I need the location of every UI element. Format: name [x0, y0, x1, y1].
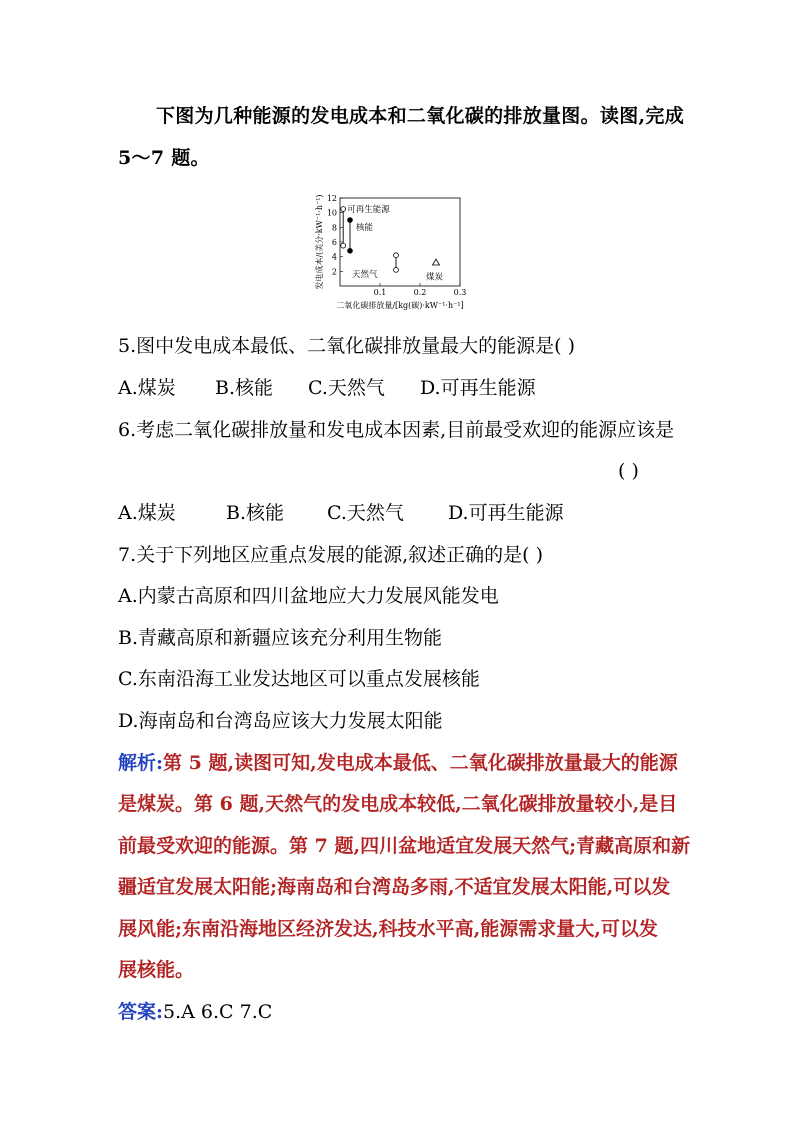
y-tick-label: 6 [331, 238, 337, 247]
q6-option-d[interactable]: D.可再生能源 [448, 502, 564, 524]
analysis-text-1: 第 5 题,读图可知,发电成本最低、二氧化碳排放量最大的能源 [163, 752, 678, 774]
analysis-label: 解析: [118, 752, 164, 774]
series-label: 核能 [356, 223, 374, 233]
q5-option-d[interactable]: D.可再生能源 [420, 377, 536, 399]
q5-option-c[interactable]: C.天然气 [308, 377, 385, 399]
q7-option-c[interactable]: C.东南沿海工业发达地区可以重点发展核能 [118, 668, 480, 690]
q5-option-b[interactable]: B.核能 [215, 377, 274, 399]
analysis-line-5: 展风能;东南沿海地区经济发达,科技水平高,能源需求量大,可以发 [118, 918, 658, 940]
data-point-circle [348, 248, 353, 253]
y-tick-label: 4 [331, 252, 337, 262]
x-tick-label: 0.1 [373, 288, 387, 297]
x-tick-label: 0.3 [453, 288, 467, 297]
data-point-circle [341, 207, 346, 212]
intro-line-2: 5～7 题。 [118, 147, 210, 169]
analysis-line-4: 疆适宜发展太阳能;海南岛和台湾岛多雨,不适宜发展太阳能,可以发 [118, 876, 671, 898]
energy-cost-chart [300, 188, 500, 318]
analysis-line-2: 是煤炭。第 6 题,天然气的发电成本较低,二氧化碳排放量较小,是目 [118, 793, 678, 815]
y-tick-label: 10 [326, 208, 337, 218]
data-point-circle [394, 253, 399, 258]
analysis-line-3: 前最受欢迎的能源。第 7 题,四川盆地适宜发展天然气;青藏高原和新 [118, 835, 691, 857]
q6-answer-paren: ( ) [618, 460, 639, 482]
y-tick-label: 8 [331, 223, 337, 233]
q7-option-b[interactable]: B.青藏高原和新疆应该充分利用生物能 [118, 627, 443, 649]
q7-option-a[interactable]: A.内蒙古高原和四川盆地应大力发展风能发电 [118, 585, 499, 607]
q5-stem: 5.图中发电成本最低、二氧化碳排放量最大的能源是( ) [118, 335, 575, 357]
q5-option-a[interactable]: A.煤炭 [118, 377, 176, 399]
data-point-triangle [433, 259, 440, 265]
intro-line-1: 下图为几种能源的发电成本和二氧化碳的排放量图。读图,完成 [156, 105, 685, 127]
q7-stem: 7.关于下列地区应重点发展的能源,叙述正确的是( ) [118, 544, 544, 566]
y-tick-label: 2 [331, 267, 337, 277]
x-tick-label: 0.2 [413, 288, 427, 297]
y-axis-label: 发电成本/(美分·kW⁻¹·h⁻¹) [315, 194, 324, 290]
q6-option-b[interactable]: B.核能 [226, 502, 285, 524]
series-label: 天然气 [352, 269, 378, 280]
analysis-line-1 [118, 751, 678, 775]
y-tick-label: 12 [326, 194, 337, 203]
answer-line [118, 1000, 272, 1024]
q6-option-a[interactable]: A.煤炭 [118, 502, 176, 524]
data-point-circle [394, 267, 399, 272]
series-label: 可再生能源 [347, 205, 390, 215]
analysis-line-6: 展核能。 [118, 959, 195, 981]
q7-option-d[interactable]: D.海南岛和台湾岛应该大力发展太阳能 [118, 710, 443, 732]
data-point-circle [348, 218, 353, 223]
series-label: 煤炭 [426, 272, 444, 283]
answer-value: 5.A 6.C 7.C [163, 1001, 273, 1023]
answer-label: 答案: [118, 1001, 164, 1023]
x-axis-label: 二氧化碳排放量/[kg(碳)·kW⁻¹·h⁻¹] [336, 301, 464, 310]
data-point-circle [341, 243, 346, 248]
q6-stem: 6.考虑二氧化碳排放量和发电成本因素,目前最受欢迎的能源应该是 [118, 419, 675, 441]
q6-option-c[interactable]: C.天然气 [327, 502, 404, 524]
